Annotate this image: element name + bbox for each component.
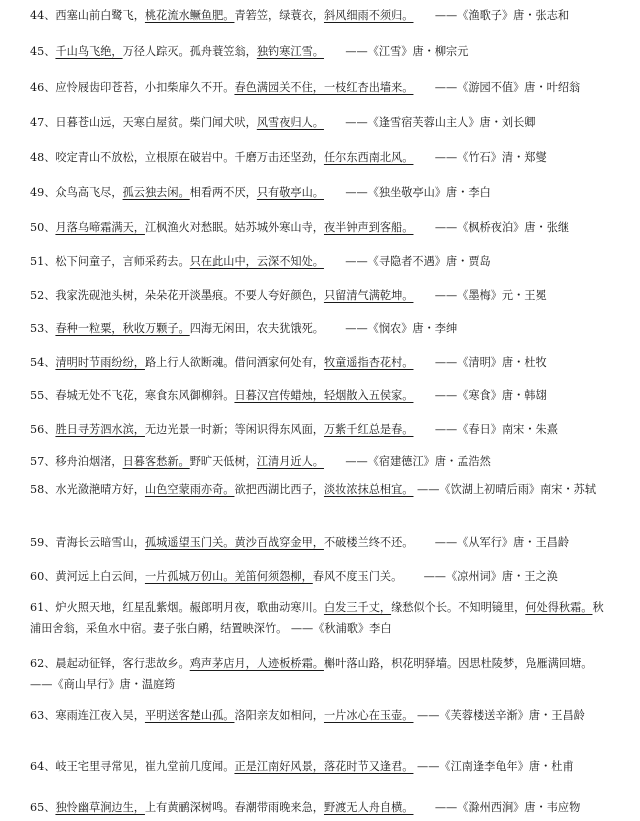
underlined-verse: 牧童遥指杏花村。 xyxy=(323,356,414,369)
poem-entry-65 xyxy=(30,797,614,818)
verse-text: ——《清明》唐・杜牧 xyxy=(413,356,547,369)
verse-text: 64、岐王宅里寻常见，崔九堂前几度闻。 xyxy=(30,760,235,773)
verse-text: 52、我家洗砚池头树，朵朵花开淡墨痕。不要人夸好颜色， xyxy=(30,289,324,302)
underlined-verse: 独钓寒江雪。 xyxy=(256,45,324,58)
poem-entry-47 xyxy=(30,112,614,133)
verse-text: 47、日暮苍山远，天寒白屋贫。柴门闻犬吠， xyxy=(30,116,257,129)
verse-text: 65、 xyxy=(30,801,56,814)
underlined-verse: 风雪夜归人。 xyxy=(256,116,324,129)
poem-entry-56 xyxy=(30,419,614,440)
poem-entry-61 xyxy=(30,597,614,639)
underlined-verse: 山色空蒙雨亦奇。 xyxy=(144,483,235,496)
underlined-verse: 只在此山中，云深不知处。 xyxy=(189,255,324,268)
verse-text: 野旷天低树， xyxy=(189,455,257,468)
poem-entry-54 xyxy=(30,352,614,373)
underlined-verse: 春种一粒粟，秋收万颗子。 xyxy=(55,322,190,335)
verse-text: ——《凉州词》唐・王之涣 xyxy=(402,570,558,583)
poem-entry-53 xyxy=(30,318,614,339)
verse-text: 上有黄鹂深树鸣。春潮带雨晚来急， xyxy=(144,801,324,814)
verse-text: 欲把西湖比西子， xyxy=(234,483,324,496)
verse-text: 槲叶落山路，枳花明驿墙。因思杜陵梦，凫雁满回塘。——《商山早行》唐・温庭筠 xyxy=(30,657,593,691)
underlined-verse: 任尔东西南北风。 xyxy=(323,151,414,164)
verse-text: 62、晨起动征铎，客行悲故乡。 xyxy=(30,657,190,670)
poem-entry-60 xyxy=(30,566,614,587)
verse-text: ——《逢雪宿芙蓉山主人》唐・刘长卿 xyxy=(323,116,536,129)
verse-text: 无边光景一时新；等闲识得东风面， xyxy=(144,423,324,436)
poem-entry-46 xyxy=(30,77,614,98)
verse-text: 54、 xyxy=(30,356,56,369)
verse-text: 春风不度玉门关。 xyxy=(312,570,403,583)
underlined-verse: 千山鸟飞绝， xyxy=(55,45,123,58)
verse-text: 61、炉火照天地，红星乱紫烟。赧郎明月夜，歌曲动寒川。 xyxy=(30,601,324,614)
underlined-verse: 孤云独去闲。 xyxy=(122,186,190,199)
underlined-verse: 独怜幽草涧边生， xyxy=(55,801,145,814)
verse-text: 59、青海长云暗雪山， xyxy=(30,536,145,549)
verse-text: 四海无闲田，农夫犹饿死。 xyxy=(189,322,324,335)
verse-text: ——《宿建德江》唐・孟浩然 xyxy=(323,455,491,468)
verse-text: 51、松下问童子，言师采药去。 xyxy=(30,255,190,268)
verse-text: ——《独坐敬亭山》唐・李白 xyxy=(323,186,491,199)
poem-entry-59 xyxy=(30,532,614,553)
verse-text: 44、西塞山前白鹭飞， xyxy=(30,9,145,22)
poem-entry-64 xyxy=(30,756,614,777)
underlined-verse: 万紫千红总是春。 xyxy=(323,423,414,436)
verse-text: ——《寻隐者不遇》唐・贾岛 xyxy=(323,255,491,268)
verse-text: ——《从军行》唐・王昌龄 xyxy=(413,536,570,549)
verse-text: 63、寒雨连江夜入吴， xyxy=(30,709,145,722)
verse-text: ——《渔歌子》唐・张志和 xyxy=(413,9,570,22)
poem-entry-51 xyxy=(30,251,614,272)
poem-entry-44 xyxy=(30,5,614,26)
verse-text: 53、 xyxy=(30,322,56,335)
verse-text: 不破楼兰终不还。 xyxy=(323,536,414,549)
underlined-verse: 淡妆浓抹总相宜。 xyxy=(323,483,414,496)
verse-text: 万径人踪灭。孤舟蓑笠翁， xyxy=(122,45,257,58)
poem-entry-45 xyxy=(30,41,614,62)
verse-text: 50、 xyxy=(30,221,56,234)
underlined-verse: 春色满园关不住，一枝红杏出墙来。 xyxy=(234,81,414,94)
verse-text: 路上行人欲断魂。借问酒家何处有， xyxy=(144,356,324,369)
poem-entry-48 xyxy=(30,147,614,168)
underlined-verse: 江清月近人。 xyxy=(256,455,324,468)
poem-entry-63 xyxy=(30,705,614,726)
underlined-verse: 日暮客愁新。 xyxy=(122,455,190,468)
underlined-verse: 白发三千丈， xyxy=(323,601,392,614)
verse-text: ——《江雪》唐・柳宗元 xyxy=(323,45,469,58)
underlined-verse: 只留清气满乾坤。 xyxy=(323,289,414,302)
verse-text: 45、 xyxy=(30,45,56,58)
verse-text: 缘愁似个长。不知明镜里， xyxy=(391,601,526,614)
underlined-verse: 鸡声茅店月，人迹板桥霜。 xyxy=(189,657,324,670)
underlined-verse: 胜日寻芳泗水滨， xyxy=(55,423,145,436)
verse-text: 江枫渔火对愁眠。姑苏城外寒山寺， xyxy=(144,221,324,234)
underlined-verse: 平明送客楚山孤。 xyxy=(144,709,235,722)
verse-text: ——《饮湖上初晴后雨》南宋・苏轼 xyxy=(413,483,597,496)
underlined-verse: 清明时节雨纷纷， xyxy=(55,356,145,369)
verse-text: 48、咬定青山不放松，立根原在破岩中。千磨万击还坚劲， xyxy=(30,151,324,164)
underlined-verse: 月落乌啼霜满天， xyxy=(55,221,145,234)
underlined-verse: 正是江南好风景，落花时节又逢君。 xyxy=(234,760,414,773)
verse-text: ——《枫桥夜泊》唐・张继 xyxy=(413,221,570,234)
poem-entry-52 xyxy=(30,285,614,306)
underlined-verse: 何处得秋霜。 xyxy=(525,601,593,614)
verse-text: ——《游园不值》唐・叶绍翁 xyxy=(413,81,581,94)
poem-entry-55 xyxy=(30,385,614,406)
verse-text: 青箬笠，绿蓑衣， xyxy=(234,9,324,22)
verse-text: 56、 xyxy=(30,423,56,436)
verse-text: 55、春城无处不飞花，寒食东风御柳斜。 xyxy=(30,389,235,402)
poem-entry-58 xyxy=(30,479,614,500)
verse-text: ——《江南逢李龟年》唐・杜甫 xyxy=(413,760,574,773)
verse-text: 58、水光潋滟晴方好， xyxy=(30,483,145,496)
underlined-verse: 日暮汉宫传蜡烛，轻烟散入五侯家。 xyxy=(234,389,414,402)
underlined-verse: 一片孤城万仞山。羌笛何须怨柳， xyxy=(144,570,313,583)
verse-text: ——《芙蓉楼送辛渐》唐・王昌龄 xyxy=(413,709,585,722)
verse-text: 秋浦田舍翁，采鱼水中宿。妻子张白鹇，结置映深竹。 ——《秋浦歌》李白 xyxy=(30,601,604,635)
underlined-verse: 孤城遥望玉门关。黄沙百战穿金甲， xyxy=(144,536,324,549)
verse-text: 49、众鸟高飞尽， xyxy=(30,186,123,199)
verse-text: ——《春日》南宋・朱熹 xyxy=(413,423,558,436)
verse-text: 相看两不厌， xyxy=(189,186,257,199)
verse-text: 46、应怜屐齿印苍苔，小扣柴扉久不开。 xyxy=(30,81,235,94)
verse-text: 洛阳亲友如相问， xyxy=(234,709,324,722)
poem-entry-49 xyxy=(30,182,614,203)
underlined-verse: 一片冰心在玉壶。 xyxy=(323,709,414,722)
underlined-verse: 夜半钟声到客船。 xyxy=(323,221,414,234)
verse-text: ——《寒食》唐・韩翃 xyxy=(413,389,547,402)
poem-entry-62 xyxy=(30,653,614,695)
poem-entry-57 xyxy=(30,451,614,472)
verse-text: ——《滁州西涧》唐・韦应物 xyxy=(413,801,581,814)
poem-entry-50 xyxy=(30,217,614,238)
verse-text: ——《墨梅》元・王冕 xyxy=(413,289,547,302)
underlined-verse: 只有敬亭山。 xyxy=(256,186,324,199)
verse-text: 57、移舟泊烟渚， xyxy=(30,455,123,468)
verse-text: ——《竹石》清・郑燮 xyxy=(413,151,547,164)
verse-text: 60、黄河远上白云间， xyxy=(30,570,145,583)
underlined-verse: 野渡无人舟自横。 xyxy=(323,801,414,814)
underlined-verse: 桃花流水鳜鱼肥。 xyxy=(144,9,235,22)
verse-text: ——《悯农》唐・李绅 xyxy=(323,322,458,335)
underlined-verse: 斜风细雨不须归。 xyxy=(323,9,414,22)
